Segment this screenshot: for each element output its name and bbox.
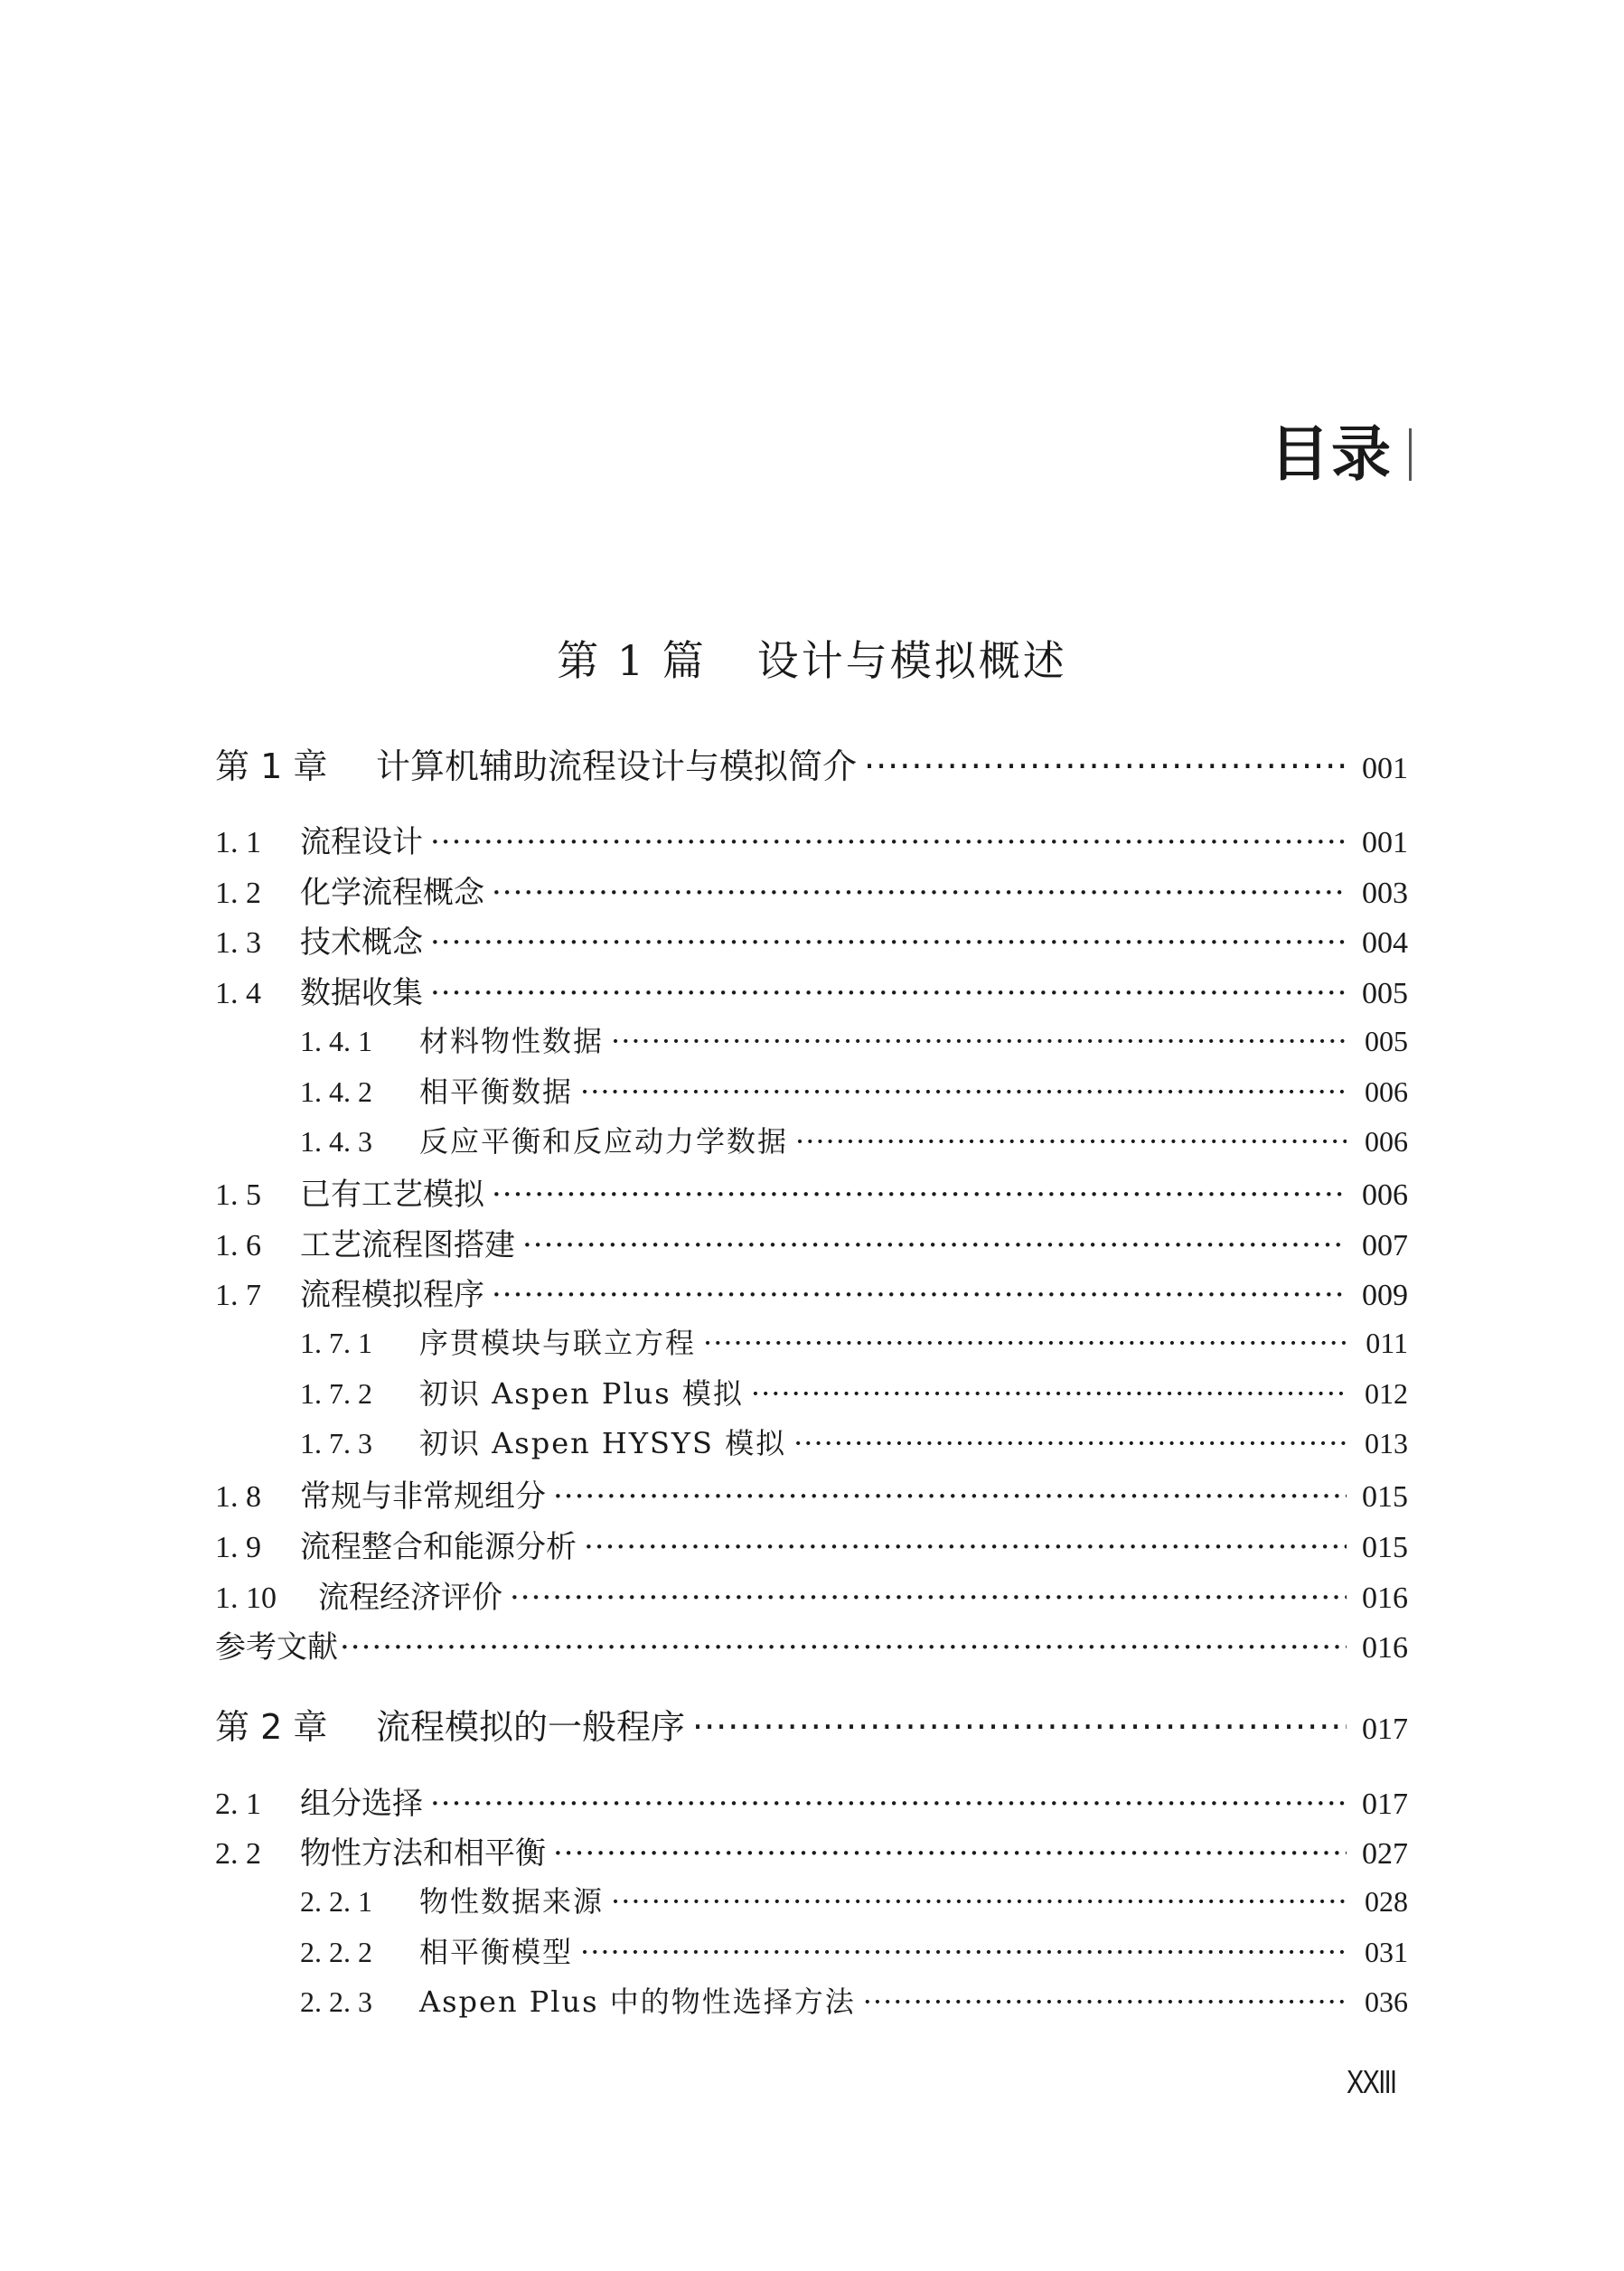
- toc-chapter-1[interactable]: [215, 738, 1408, 788]
- entry-number: 1. 4. 1: [300, 1025, 372, 1057]
- entry-title: 物性方法和相平衡: [300, 1835, 546, 1872]
- page-ref: 006: [1365, 1075, 1408, 1108]
- page-ref: 031: [1365, 1936, 1408, 1968]
- entry-number: 1. 10: [215, 1581, 277, 1615]
- toc-entry[interactable]: [215, 1471, 1408, 1516]
- page-number: XXIII: [1347, 2063, 1396, 2100]
- dot-leader: [510, 1580, 1347, 1616]
- dot-leader: [692, 1707, 1347, 1747]
- title-divider-bar: [1409, 428, 1412, 481]
- toc-subentry[interactable]: [300, 1320, 1408, 1362]
- dot-leader: [580, 1075, 1347, 1109]
- chapter-title: 计算机辅助流程设计与模拟简介: [376, 746, 858, 786]
- entry-title: 常规与非常规组分: [300, 1478, 546, 1515]
- toc-entry[interactable]: [215, 1828, 1408, 1872]
- dot-leader: [864, 746, 1347, 786]
- entry-number: 1. 4: [215, 977, 261, 1010]
- dot-leader: [703, 1326, 1347, 1360]
- page-ref: 004: [1362, 926, 1408, 960]
- dot-leader: [492, 1177, 1347, 1213]
- toc-entry[interactable]: [215, 1522, 1408, 1566]
- toc-entry[interactable]: [215, 1778, 1408, 1823]
- dot-leader: [430, 1786, 1347, 1822]
- dot-leader: [751, 1376, 1347, 1411]
- entry-title: 相平衡模型: [419, 1935, 574, 1969]
- part-title: 设计与模拟概述: [756, 636, 1067, 685]
- page-ref: 006: [1362, 1178, 1408, 1212]
- entry-number: 2. 2: [215, 1837, 261, 1871]
- page-ref: 016: [1362, 1581, 1408, 1615]
- entry-title: 流程设计: [300, 824, 423, 860]
- toc-entry[interactable]: [215, 1270, 1408, 1314]
- toc-subentry[interactable]: [300, 1018, 1408, 1060]
- page-ref: 009: [1362, 1279, 1408, 1312]
- dot-leader: [553, 1835, 1347, 1872]
- page-ref: 017: [1362, 1788, 1408, 1821]
- dot-leader: [522, 1227, 1347, 1263]
- page-ref: 028: [1365, 1885, 1408, 1918]
- entry-title: 已有工艺模拟: [300, 1177, 484, 1213]
- page-ref: 013: [1365, 1427, 1408, 1459]
- dot-leader: [795, 1124, 1347, 1159]
- page-ref: 006: [1365, 1125, 1408, 1158]
- entry-title: 流程经济评价: [318, 1580, 502, 1616]
- entry-number: 1. 1: [215, 826, 261, 859]
- entry-number: 1. 4. 3: [300, 1125, 372, 1158]
- entry-title: 技术概念: [300, 924, 423, 961]
- entry-title: Aspen Plus 中的物性选择方法: [419, 1985, 856, 2019]
- entry-number: 1. 5: [215, 1178, 261, 1212]
- entry-number: 2. 2. 3: [300, 1985, 372, 2018]
- entry-title: 初识 Aspen Plus 模拟: [419, 1376, 744, 1411]
- page-ref: 001: [1362, 752, 1408, 785]
- dot-leader: [580, 1935, 1347, 1969]
- entry-title: 流程模拟程序: [300, 1277, 484, 1313]
- entry-number: 1. 7: [215, 1279, 261, 1312]
- toc-entry[interactable]: [215, 917, 1408, 962]
- entry-title: 材料物性数据: [419, 1024, 605, 1058]
- toc-subentry[interactable]: [300, 1371, 1408, 1412]
- entry-title: 序贯模块与联立方程: [419, 1326, 697, 1360]
- entry-number: 1. 7. 2: [300, 1377, 372, 1410]
- entry-title: 数据收集: [300, 975, 423, 1011]
- dot-leader: [611, 1024, 1347, 1058]
- entry-title: 相平衡数据: [419, 1075, 574, 1109]
- page-ref: 036: [1365, 1985, 1408, 2018]
- entry-title: 物性数据来源: [419, 1884, 605, 1919]
- dot-leader: [584, 1529, 1347, 1565]
- toc-title-text: 目录: [1270, 419, 1393, 489]
- dot-leader: [340, 1629, 1347, 1666]
- part-heading: [0, 636, 1624, 685]
- entry-number: 1. 6: [215, 1229, 261, 1262]
- chapter-number: 第 1 章: [215, 746, 328, 786]
- entry-title: 初识 Aspen HYSYS 模拟: [419, 1426, 787, 1460]
- page-ref: 027: [1362, 1837, 1408, 1871]
- dot-leader: [430, 824, 1347, 860]
- entry-number: 2. 2. 2: [300, 1936, 372, 1968]
- toc-entry[interactable]: [215, 1572, 1408, 1617]
- part-label: 第 1 篇: [557, 636, 707, 685]
- entry-number: 1. 7. 3: [300, 1427, 372, 1459]
- toc-entry[interactable]: [215, 1220, 1408, 1264]
- entry-title: 组分选择: [300, 1786, 423, 1822]
- entry-title: 工艺流程图搭建: [300, 1227, 515, 1263]
- entry-title: 流程整合和能源分析: [300, 1529, 577, 1565]
- toc-references[interactable]: [215, 1622, 1408, 1666]
- page-ref: 016: [1362, 1631, 1408, 1665]
- entry-title: 化学流程概念: [300, 875, 484, 911]
- page-ref: 015: [1362, 1480, 1408, 1514]
- dot-leader: [492, 875, 1347, 911]
- entry-number: 1. 8: [215, 1480, 261, 1514]
- toc-entry[interactable]: [215, 868, 1408, 912]
- toc-subentry[interactable]: [300, 1929, 1408, 1971]
- entry-number: 1. 3: [215, 926, 261, 960]
- chapter-number: 第 2 章: [215, 1707, 328, 1747]
- toc-entry[interactable]: [215, 817, 1408, 861]
- page-ref: 011: [1366, 1327, 1408, 1359]
- entry-number: 2. 2. 1: [300, 1885, 372, 1918]
- dot-leader: [430, 975, 1347, 1011]
- entry-number: 2. 1: [215, 1788, 261, 1821]
- dot-leader: [492, 1277, 1347, 1313]
- dot-leader: [430, 924, 1347, 961]
- chapter-title: 流程模拟的一般程序: [376, 1707, 686, 1747]
- entry-title: 反应平衡和反应动力学数据: [419, 1124, 789, 1159]
- page-ref: 007: [1362, 1229, 1408, 1262]
- page-ref: 015: [1362, 1531, 1408, 1564]
- page-ref: 001: [1362, 826, 1408, 859]
- entry-number: 1. 7. 1: [300, 1327, 372, 1359]
- entry-number: 1. 9: [215, 1531, 261, 1564]
- toc-subentry[interactable]: [300, 1879, 1408, 1920]
- dot-leader: [611, 1884, 1347, 1919]
- entry-number: 1. 2: [215, 877, 261, 910]
- page-ref: 017: [1362, 1713, 1408, 1746]
- dot-leader: [863, 1985, 1347, 2019]
- toc-entry[interactable]: [215, 968, 1408, 1012]
- toc-subentry[interactable]: [300, 1979, 1408, 2021]
- entry-title: 参考文献: [215, 1629, 338, 1666]
- dot-leader: [793, 1426, 1347, 1460]
- toc-chapter-2[interactable]: [215, 1699, 1408, 1749]
- toc-entry[interactable]: [215, 1169, 1408, 1214]
- toc-title: [1270, 419, 1412, 489]
- page-ref: 005: [1365, 1025, 1408, 1057]
- page-ref: 005: [1362, 977, 1408, 1010]
- toc-subentry[interactable]: [300, 1069, 1408, 1111]
- toc-subentry[interactable]: [300, 1119, 1408, 1160]
- toc-subentry[interactable]: [300, 1421, 1408, 1462]
- page-ref: 003: [1362, 877, 1408, 910]
- dot-leader: [553, 1478, 1347, 1515]
- page-ref: 012: [1365, 1377, 1408, 1410]
- entry-number: 1. 4. 2: [300, 1075, 372, 1108]
